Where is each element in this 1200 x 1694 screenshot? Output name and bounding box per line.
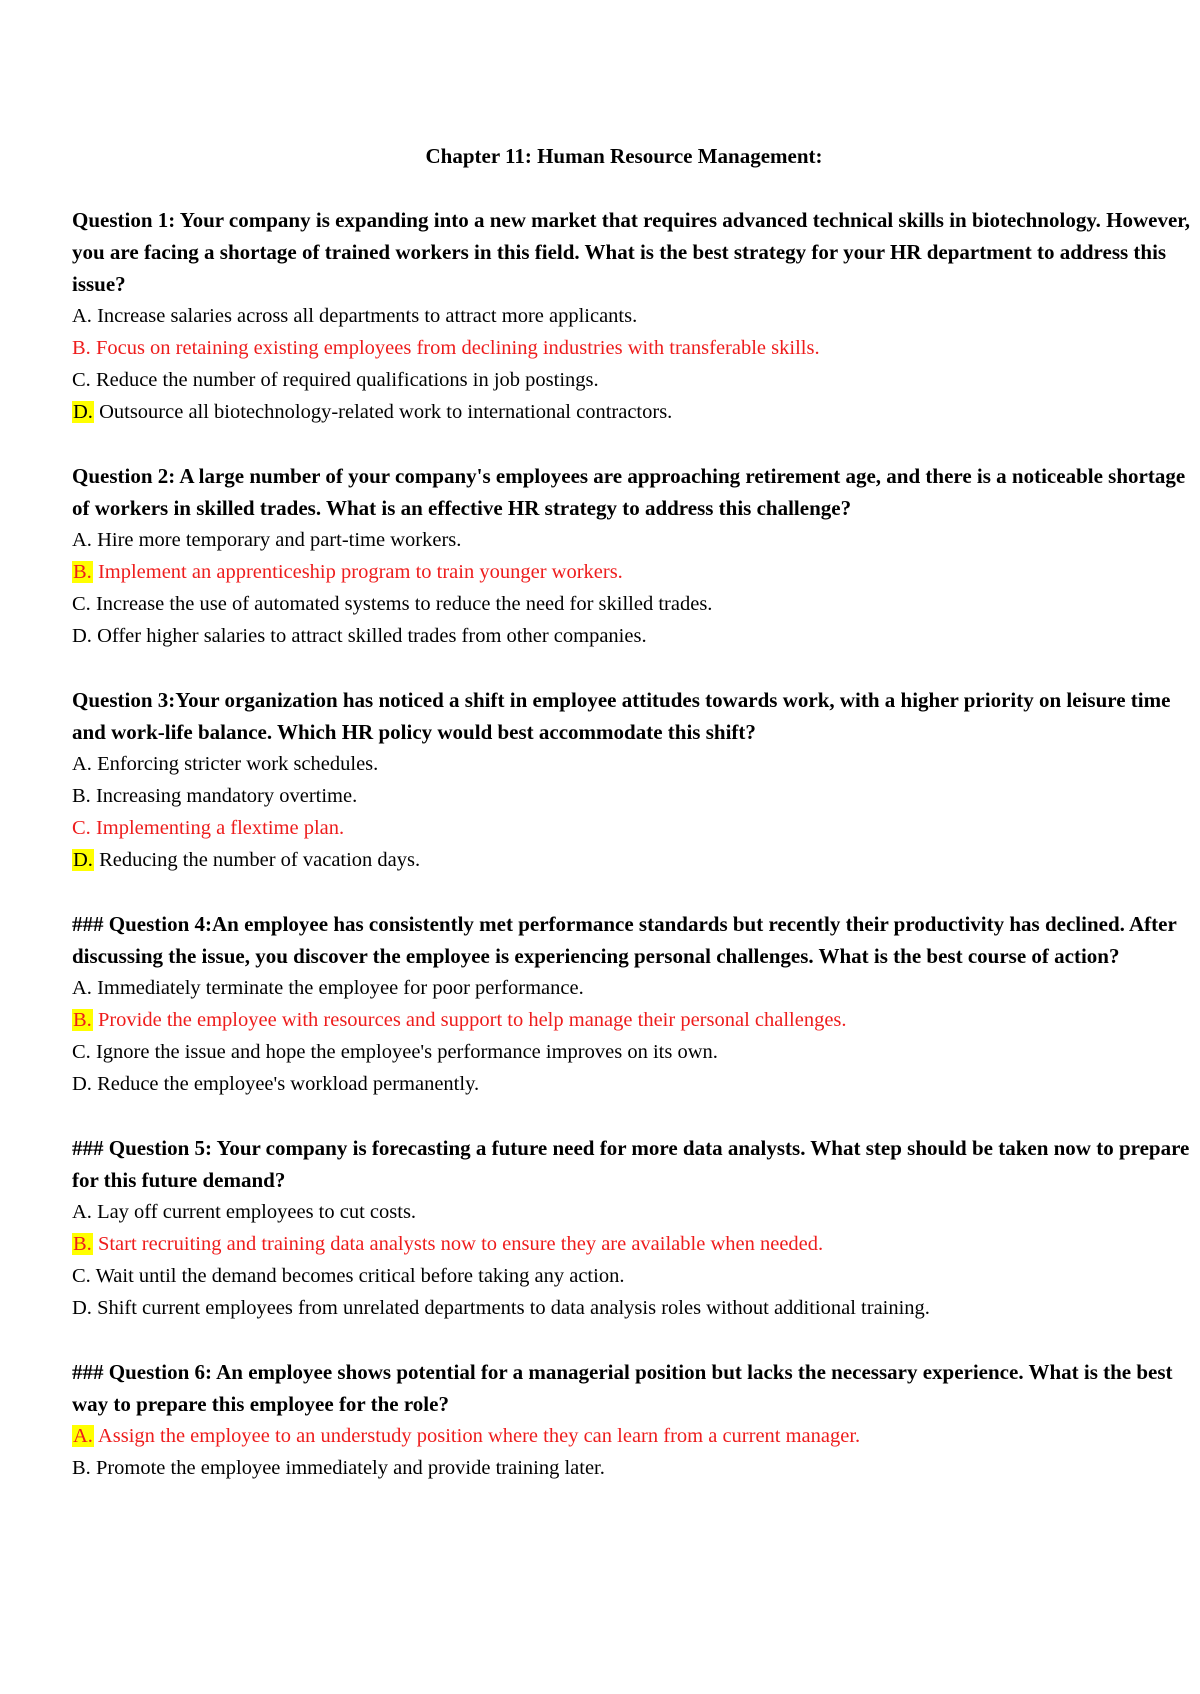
answer-option-correct	[72, 556, 1200, 588]
option-text: Immediately terminate the employee for poor performance.	[91, 977, 584, 999]
question-text: ### Question 5: Your company is forecasting a future need for more data analysts. What step should be taken now to prepare for this future demand?	[72, 1136, 1190, 1192]
answer-option	[72, 748, 1200, 780]
answer-option-correct	[72, 1228, 1200, 1260]
option-text: Implementing a flextime plan.	[90, 817, 345, 839]
answer-option	[72, 524, 1200, 556]
answer-option	[72, 780, 1200, 812]
answer-option	[72, 972, 1200, 1004]
answer-option-correct	[72, 332, 1200, 364]
answer-options	[72, 300, 1200, 428]
option-text: Focus on retaining existing employees from declining industries with transferable skills.	[90, 337, 820, 359]
option-text: Reduce the employee's workload permanently.	[91, 1073, 480, 1095]
option-letter: A.	[72, 529, 92, 551]
question-block	[72, 1132, 1200, 1324]
option-letter: B.	[73, 1233, 92, 1255]
option-letter: B.	[72, 1457, 91, 1479]
option-letter: D.	[73, 401, 93, 423]
option-text: Enforcing stricter work schedules.	[91, 753, 379, 775]
option-letter: B.	[73, 561, 92, 583]
option-letter: A.	[73, 1425, 93, 1447]
answer-option-correct	[72, 1420, 1200, 1452]
option-letter: C.	[72, 593, 91, 615]
option-text: Implement an apprenticeship program to train younger workers.	[92, 561, 623, 583]
question-text: Question 3:Your organization has noticed a shift in employee attitudes towards work, with a higher priority on leisure time and work-life balance. Which HR policy would best accommodate this shift?	[72, 688, 1171, 744]
option-text: Wait until the demand becomes critical before taking any action.	[90, 1265, 625, 1287]
option-text: Start recruiting and training data analysts now to ensure they are available when needed.	[92, 1233, 824, 1255]
option-text: Increasing mandatory overtime.	[90, 785, 358, 807]
question-list	[72, 204, 1200, 1484]
option-text: Hire more temporary and part-time workers.	[91, 529, 462, 551]
answer-option	[72, 1260, 1200, 1292]
answer-options	[72, 1196, 1200, 1324]
option-text: Reduce the number of required qualifications in job postings.	[90, 369, 599, 391]
option-letter: D.	[72, 1297, 92, 1319]
question-block	[72, 204, 1200, 428]
answer-option	[72, 300, 1200, 332]
option-letter: A.	[72, 305, 92, 327]
option-text: Assign the employee to an understudy position where they can learn from a current manager.	[93, 1425, 861, 1447]
answer-options	[72, 748, 1200, 876]
question-text: ### Question 6: An employee shows potential for a managerial position but lacks the necessary experience. What is the best way to prepare this employee for the role?	[72, 1360, 1173, 1416]
question-block	[72, 684, 1200, 876]
option-letter: C.	[72, 1041, 91, 1063]
question-text: Question 1: Your company is expanding into a new market that requires advanced technical skills in biotechnology. However, you are facing a shortage of trained workers in this field. What is the best strategy for your HR department to address this issue?	[72, 208, 1190, 296]
option-letter: A.	[72, 977, 92, 999]
option-text: Offer higher salaries to attract skilled trades from other companies.	[91, 625, 647, 647]
document-title: Chapter 11: Human Resource Management:	[425, 144, 823, 168]
document-page	[72, 140, 1200, 1484]
option-letter: A.	[72, 753, 92, 775]
answer-options	[72, 972, 1200, 1100]
answer-option	[72, 620, 1200, 652]
option-text: Increase the use of automated systems to reduce the need for skilled trades.	[90, 593, 713, 615]
option-letter: B.	[72, 337, 91, 359]
option-letter: C.	[72, 817, 91, 839]
answer-option	[72, 396, 1200, 428]
option-letter: D.	[72, 1073, 92, 1095]
question-text: ### Question 4:An employee has consistently met performance standards but recently their productivity has declined. After discussing the issue, you discover the employee is experiencing personal challenges. What is the best course of action?	[72, 912, 1177, 968]
answer-option	[72, 1196, 1200, 1228]
answer-option	[72, 844, 1200, 876]
answer-option-correct	[72, 1004, 1200, 1036]
option-text: Reducing the number of vacation days.	[93, 849, 421, 871]
question-text: Question 2: A large number of your company's employees are approaching retirement age, and there is a noticeable shortage of workers in skilled trades. What is an effective HR strategy to address this challenge?	[72, 464, 1186, 520]
option-text: Increase salaries across all departments to attract more applicants.	[91, 305, 638, 327]
question-block	[72, 908, 1200, 1100]
option-text: Promote the employee immediately and provide training later.	[90, 1457, 605, 1479]
option-letter: B.	[72, 785, 91, 807]
option-letter: B.	[73, 1009, 92, 1031]
answer-option	[72, 1452, 1200, 1484]
answer-option	[72, 1292, 1200, 1324]
answer-option	[72, 588, 1200, 620]
option-letter: D.	[73, 849, 93, 871]
answer-options	[72, 1420, 1200, 1484]
option-letter: C.	[72, 369, 91, 391]
answer-option	[72, 1036, 1200, 1068]
option-letter: A.	[72, 1201, 92, 1223]
option-text: Ignore the issue and hope the employee's performance improves on its own.	[90, 1041, 718, 1063]
option-text: Provide the employee with resources and support to help manage their personal challenges.	[92, 1009, 847, 1031]
question-block	[72, 1356, 1200, 1484]
answer-options	[72, 524, 1200, 652]
option-letter: D.	[72, 625, 92, 647]
option-text: Lay off current employees to cut costs.	[91, 1201, 417, 1223]
answer-option-correct	[72, 812, 1200, 844]
answer-option	[72, 364, 1200, 396]
answer-option	[72, 1068, 1200, 1100]
option-text: Outsource all biotechnology-related work to international contractors.	[93, 401, 673, 423]
option-text: Shift current employees from unrelated departments to data analysis roles without additional training.	[91, 1297, 930, 1319]
option-letter: C.	[72, 1265, 91, 1287]
question-block	[72, 460, 1200, 652]
